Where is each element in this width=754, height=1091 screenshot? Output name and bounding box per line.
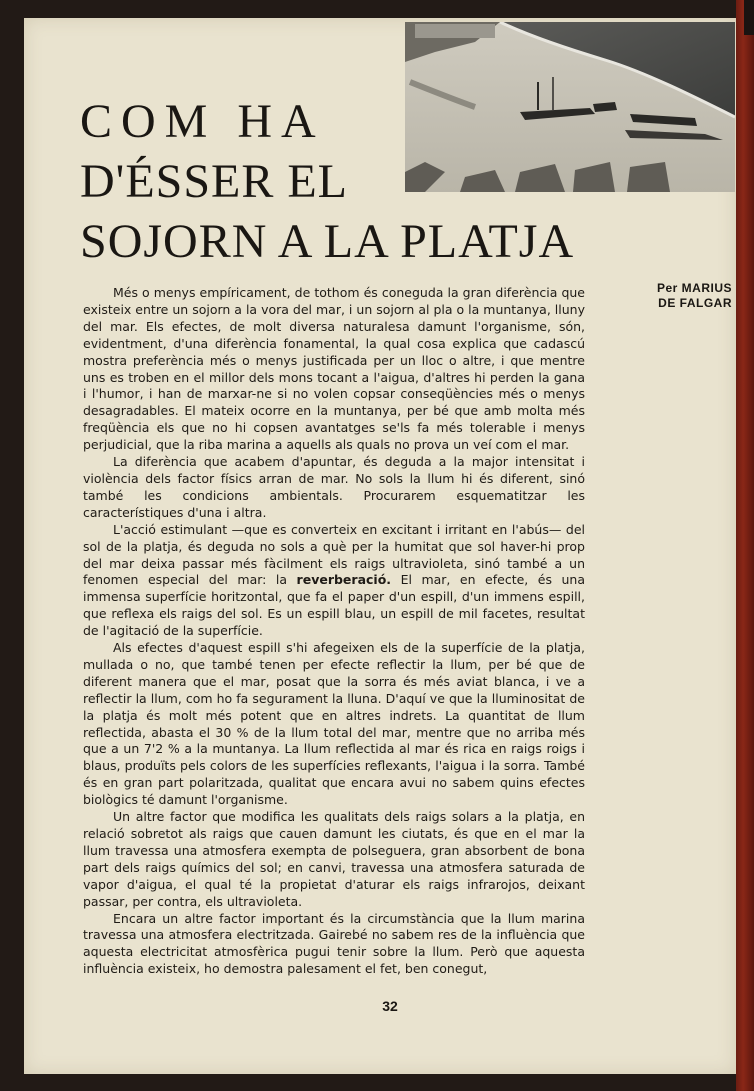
title-line-1: COM HA bbox=[80, 95, 325, 148]
article-body bbox=[83, 285, 585, 978]
article-title bbox=[80, 92, 600, 272]
paragraph-2: La diferència que acabem d'apuntar, és deguda a la major intensitat i violència dels factor físics arran de mar. No sols la llum hi és diferent, sinó també les condicions ambientals. Procurarem esquematitzar les característiques d'una i altra. bbox=[83, 454, 585, 520]
paragraph-3-emphasis: reverberació. bbox=[296, 572, 392, 588]
paragraph-4: Als efectes d'aquest espill s'hi afegeixen els de la superfície de la platja, mullada o no, que també tenen per efecte reflectir la llum, per bé que de diferent manera que el mar, posat que la sorra és més aviat blanca, i ve a reflectir la llum, com ho fa segurament la lluna. D'aquí ve que la lluminositat de la platja és molt més potent que en altres indrets. La quantitat de llum reflectida, abasta el 30 % de la llum total del mar, mentre que no arriba més que a un 7'2 % a la muntanya. La llum reflectida al mar és rica en raigs roigs i blaus, produïts pels colors de les superfícies reflexants, l'aigua i la sorra. També és en gran part polaritzada, qualitat que encara avui no sabem quins efectes biològics té damunt l'organisme. bbox=[83, 640, 585, 808]
paragraph-3-text-a: L'acció estimulant —que es converteix en excitant i irritant en l'abús— del sol de la platja, és deguda no sols a què per la humitat que sol haver-hi prop del mar deixa passar més fàcilment els raigs ultravioleta, sinó també a un fenomen especial del mar: la bbox=[83, 521, 585, 588]
paragraph-1: Més o menys empíricament, de tothom és coneguda la gran diferència que existeix entre un sojorn a la vora del mar, i un sojorn al pla o la muntanya, lluny del mar. Els efectes, de molt diversa naturalesa damunt l'organisme, són, evidentment, d'una diferència fonamental, la qual cosa explica que cadascú mostra preferència més o menys justificada per un lloc o altre, i que mentre uns es troben en el millor dels mons tocant a l'aigua, d'altres hi perden la gana i l'humor, i han de marxar-ne si no volen copsar conseqüències més o menys desagradables. El mateix ocorre en la muntanya, per bé que amb molta més freqüència els que no hi copsen avantatges se'ls fa més tolerable i menys perjudicial, que la riba marina a aquells als quals no prova un veí com el mar. bbox=[83, 285, 585, 453]
book-spine bbox=[736, 0, 754, 1091]
byline-line-1: Per MARIUS bbox=[656, 281, 732, 295]
byline-line-2: DE FALGAR bbox=[658, 296, 732, 310]
spine-shadow bbox=[744, 0, 754, 35]
byline bbox=[632, 281, 732, 311]
paragraph-3 bbox=[83, 522, 585, 640]
paragraph-3-text-b: El mar, en efecte, és una immensa superfície horitzontal, que fa el paper d'un espill, d'un immens espill, que reflexa els raigs del sol. Es un espill blau, un espill de mil facetes, resultat de l'agitació de la superfície. bbox=[83, 572, 586, 639]
paragraph-5: Un altre factor que modifica les qualitats dels raigs solars a la platja, en relació sobretot als raigs que cauen damunt les ciutats, és que en el mar la llum travessa una atmosfera exempta de polseguera, gran absorbent de bona part dels raigs químics del sol; en canvi, travessa una atmosfera saturada de vapor d'aigua, el qual té la propietat d'aturar els raigs infrarojos, deixant passar, per contra, els ultravioleta. bbox=[83, 809, 585, 909]
paragraph-6: Encara un altre factor important és la circumstància que la llum marina travessa una atmosfera electritzada. Gairebé no sabem res de la influència que aquesta electricitat atmosfèrica pugui tenir sobre la llum. Però que aquesta influència existeix, ho demostra palesament el fet, ben conegut, bbox=[83, 910, 585, 977]
title-line-2: D'ÉSSER EL bbox=[80, 155, 348, 208]
title-line-3: SOJORN A LA PLATJA bbox=[80, 215, 575, 268]
page-number: 32 bbox=[382, 998, 398, 1014]
